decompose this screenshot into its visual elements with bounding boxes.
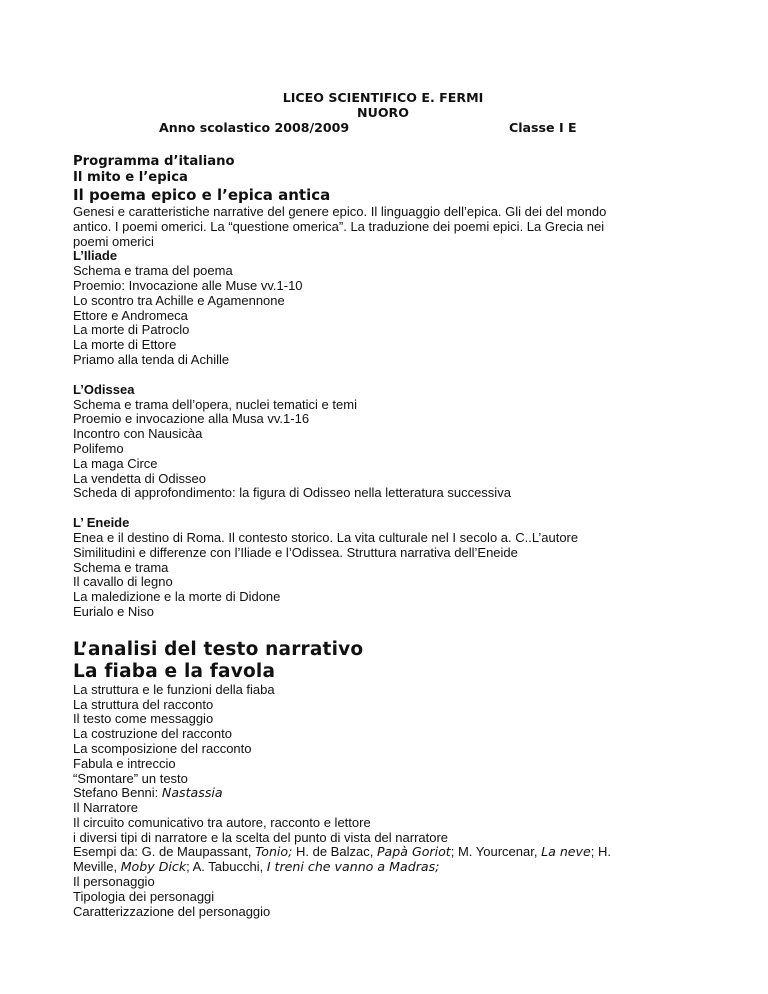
school-name: LICEO SCIENTIFICO E. FERMI	[282, 90, 484, 105]
list-item: Enea e il destino di Roma. Il contesto storico. La vita culturale nel I secolo a. C..L’autore	[73, 529, 579, 545]
iliad-title: L’Iliade	[73, 248, 118, 264]
list-item: Tipologia dei personaggi	[73, 888, 215, 904]
list-item: i diversi tipi di narratore e la scelta del punto di vista del narratore	[73, 829, 449, 845]
list-item: Proemio e invocazione alla Musa vv.1-16	[73, 411, 310, 427]
list-item: La struttura del racconto	[73, 696, 214, 712]
example-work: La neve	[541, 844, 591, 860]
narrative-title: L’analisi del testo narrativo	[73, 638, 364, 660]
iliad-section	[73, 249, 713, 367]
list-item	[73, 786, 713, 801]
program-title: Programma d’italiano	[73, 154, 235, 169]
list-item: Eurialo e Niso	[73, 603, 154, 619]
aeneid-section	[73, 516, 713, 620]
list-item: Schema e trama	[73, 559, 169, 575]
list-item: Lo scontro tra Achille e Agamennone	[73, 292, 285, 308]
list-item: La morte di Ettore	[73, 337, 177, 353]
list-item: La costruzione del racconto	[73, 726, 232, 742]
list-item: Scheda di approfondimento: la figura di Odisseo nella letteratura successiva	[73, 485, 511, 501]
school-city: NUORO	[357, 105, 409, 120]
example-work: Papà Goriot	[376, 844, 451, 860]
list-item: La vendetta di Odisseo	[73, 470, 206, 486]
example-work: Tonio;	[255, 844, 293, 860]
examples-line	[73, 860, 713, 875]
examples-line	[73, 845, 713, 860]
example-work: Moby Dick	[120, 859, 187, 875]
fairy-tale-title: La fiaba e la favola	[73, 660, 276, 682]
list-item: La struttura e le funzioni della fiaba	[73, 681, 275, 697]
example-text: Esempi da: G. de Maupassant,	[73, 844, 256, 860]
epic-title: Il poema epico e l’epica antica	[73, 186, 331, 204]
example-text: ; A. Tabucchi,	[186, 859, 267, 875]
list-item: Similitudini e differenze con l’Iliade e l’Odissea. Struttura narrativa dell’Eneide	[73, 544, 518, 560]
list-item: Il Narratore	[73, 800, 139, 816]
list-item: Schema e trama dell’opera, nuclei tematici e temi	[73, 396, 357, 412]
intro-line: antico. I poemi omerici. La “questione omerica”. La traduzione dei poemi epici. La Grecia nei	[73, 218, 605, 234]
myth-title: Il mito e l’epica	[73, 170, 188, 185]
example-work: I treni che vanno a Madras;	[266, 859, 440, 875]
list-item: Priamo alla tenda di Achille	[73, 351, 230, 367]
list-item: Fabula e intreccio	[73, 755, 176, 771]
narrative-section	[73, 639, 713, 920]
list-item: Incontro con Nausicàa	[73, 426, 203, 442]
list-item: “Smontare” un testo	[73, 770, 188, 786]
document-page	[73, 90, 713, 919]
list-item: Il testo come messaggio	[73, 711, 214, 727]
header-row	[73, 120, 713, 135]
list-item: Proemio: Invocazione alle Muse vv.1-10	[73, 277, 303, 293]
list-item: Polifemo	[73, 440, 124, 456]
school-year: Anno scolastico 2008/2009	[159, 120, 350, 135]
list-item: Il personaggio	[73, 874, 155, 890]
example-text: Meville,	[73, 859, 121, 875]
example-text: ; M. Yourcenar,	[450, 844, 542, 860]
epic-intro	[73, 205, 713, 249]
list-item: Il cavallo di legno	[73, 574, 173, 590]
list-item: La morte di Patroclo	[73, 322, 190, 338]
benni-title: Nastassia	[161, 785, 223, 801]
aeneid-title: L’ Eneide	[73, 515, 130, 531]
example-text: ; H.	[590, 844, 611, 860]
odyssey-section	[73, 383, 713, 501]
list-item: La maledizione e la morte di Didone	[73, 589, 281, 605]
program-titles	[73, 154, 713, 205]
class-label: Classe I E	[509, 120, 577, 135]
list-item: Schema e trama del poema	[73, 263, 233, 279]
intro-line: Genesi e caratteristiche narrative del genere epico. Il linguaggio dell’epica. Gli dei del mondo	[73, 204, 607, 219]
odyssey-title: L’Odissea	[73, 381, 135, 397]
list-item: La scomposizione del racconto	[73, 740, 252, 756]
list-item: Caratterizzazione del personaggio	[73, 903, 271, 919]
example-text: H. de Balzac,	[292, 844, 377, 860]
list-item: Ettore e Andromeca	[73, 307, 188, 323]
intro-line: poemi omerici	[73, 233, 154, 249]
list-item: Il circuito comunicativo tra autore, racconto e lettore	[73, 814, 371, 830]
list-item: La maga Circe	[73, 455, 158, 471]
benni-prefix: Stefano Benni:	[73, 785, 162, 801]
